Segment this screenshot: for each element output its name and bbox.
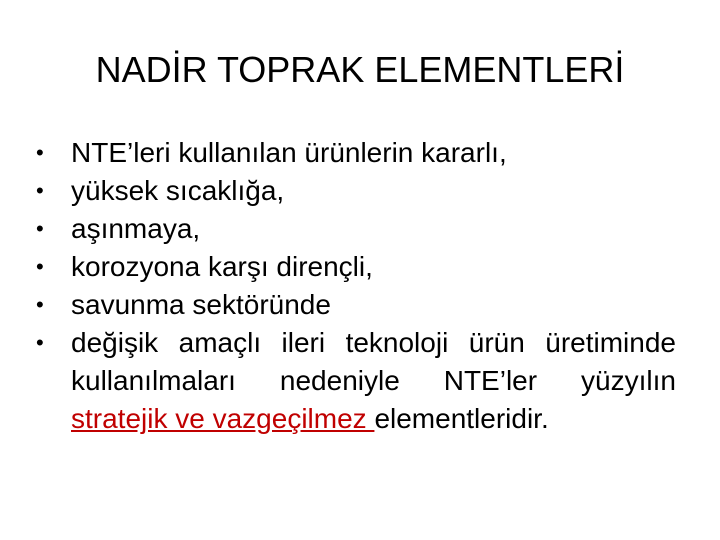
bullet-text: aşınmaya, xyxy=(71,213,201,244)
bullet-icon: • xyxy=(36,178,44,203)
bullet-item-3 xyxy=(36,210,676,248)
word: değişik xyxy=(71,327,159,358)
word: amaçlı xyxy=(178,327,262,358)
bullet-item-4 xyxy=(36,248,676,286)
bullet-text: savunma sektöründe xyxy=(71,289,331,320)
bullet-icon: • xyxy=(36,254,44,279)
word: ürün xyxy=(468,327,525,358)
bullet-item-6 xyxy=(36,324,676,438)
bullet-icon: • xyxy=(36,330,44,355)
word: üretiminde xyxy=(545,327,676,358)
bullet-list xyxy=(36,134,676,438)
text-line-3 xyxy=(71,400,676,438)
highlighted-phrase: stratejik ve vazgeçilmez xyxy=(71,403,375,434)
bullet-text: yüksek sıcaklığa, xyxy=(71,175,285,206)
text-line-1 xyxy=(71,324,676,362)
bullet-icon: • xyxy=(36,216,44,241)
sentence-tail: elementleridir. xyxy=(374,403,549,434)
bullet-text: korozyona karşı dirençli, xyxy=(71,251,373,282)
bullet-item-1 xyxy=(36,134,676,172)
word: teknoloji xyxy=(345,327,449,358)
bullet-item-5 xyxy=(36,286,676,324)
bullet-icon: • xyxy=(36,292,44,317)
word: ileri xyxy=(281,327,326,358)
bullet-icon: • xyxy=(36,140,44,165)
bullet-text: NTE’leri kullanılan ürünlerin kararlı, xyxy=(71,137,507,168)
text-line-2 xyxy=(71,362,676,400)
word: nedeniyle xyxy=(279,365,400,396)
bullet-item-2 xyxy=(36,172,676,210)
word: yüzyılın xyxy=(581,365,676,396)
bullet-text-multiline xyxy=(71,324,676,438)
slide-title: NADİR TOPRAK ELEMENTLERİ xyxy=(95,49,625,90)
word: NTE’ler xyxy=(443,365,538,396)
word: kullanılmaları xyxy=(71,365,236,396)
